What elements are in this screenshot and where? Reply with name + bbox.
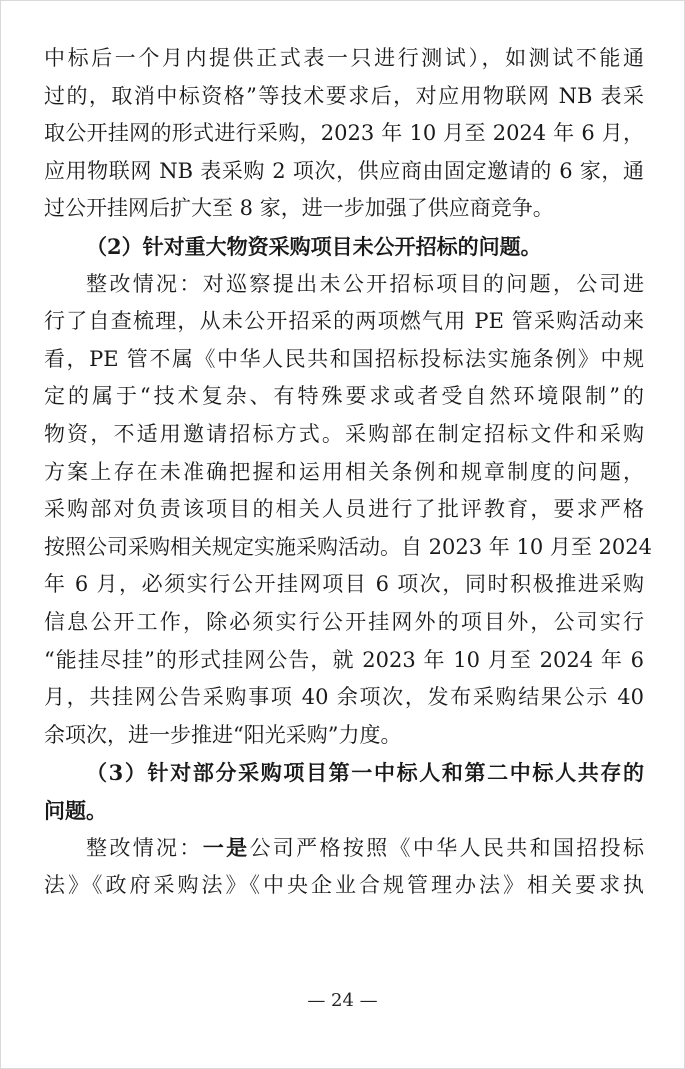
paragraph-line: 信息公开工作，除必须实行公开挂网外的项目外，公司实行 <box>44 609 644 634</box>
section-heading-3-continued: 问题。 <box>44 797 107 823</box>
document-body <box>44 40 652 905</box>
paragraph-line: 整改情况：对巡察提出未公开招标项目的问题，公司进 <box>86 271 644 296</box>
section-heading-2: （2）针对重大物资采购项目未公开招标的问题。 <box>86 233 542 259</box>
paragraph-line: 物资，不适用邀请招标方式。采购部在制定招标文件和采购 <box>44 421 644 446</box>
paragraph-line: 定的属于“技术复杂、有特殊要求或者受自然环境限制”的 <box>44 384 644 409</box>
paragraph-line: 看，PE 管不属《中华人民共和国招标投标法实施条例》中规 <box>44 346 644 371</box>
paragraph-line: 中标后一个月内提供正式表一只进行测试），如测试不能通 <box>44 46 644 70</box>
paragraph-line: 法》《政府采购法》《中央企业合规管理办法》相关要求执 <box>44 873 644 898</box>
paragraph-line: 取公开挂网的形式进行采购，2023 年 10 月至 2024 年 6 月， <box>44 121 644 146</box>
page-number: — 24 — <box>307 990 378 1011</box>
paragraph-line: 月，共挂网公告采购事项 40 余项次，发布采购结果公示 40 <box>44 685 644 710</box>
rectification-label: 整改情况： <box>86 836 203 861</box>
point-one-marker: 一是 <box>202 835 250 861</box>
paragraph-line <box>44 829 644 867</box>
paragraph-line: 按照公司采购相关规定实施采购活动。自 2023 年 10 月至 2024 <box>44 534 652 559</box>
paragraph-line: 行了自查梳理，从未公开招采的两项燃气用 PE 管采购活动来 <box>44 309 644 334</box>
section-heading-3: （3）针对部分采购项目第一中标人和第二中标人共存的 <box>86 760 644 786</box>
paragraph-line: “能挂尽挂”的形式挂网公告，就 2023 年 10 月至 2024 年 6 <box>44 647 644 672</box>
paragraph-line: 方案上存在未准确把握和运用相关条例和规章制度的问题， <box>44 459 644 484</box>
paragraph-line: 采购部对负责该项目的相关人员进行了批评教育，要求严格 <box>44 497 644 522</box>
paragraph-line: 余项次，进一步推进“阳光采购”力度。 <box>44 722 402 747</box>
paragraph-line: 应用物联网 NB 表采购 2 项次，供应商由固定邀请的 6 家，通 <box>44 158 644 183</box>
paragraph-line: 过的，取消中标资格”等技术要求后，对应用物联网 NB 表采 <box>44 83 644 108</box>
paragraph-line: 年 6 月，必须实行公开挂网项目 6 项次，同时积极推进采购 <box>44 572 644 597</box>
paragraph-line: 过公开挂网后扩大至 8 家，进一步加强了供应商竞争。 <box>44 196 554 221</box>
paragraph-text: 公司严格按照《中华人民共和国招投标 <box>249 836 645 861</box>
